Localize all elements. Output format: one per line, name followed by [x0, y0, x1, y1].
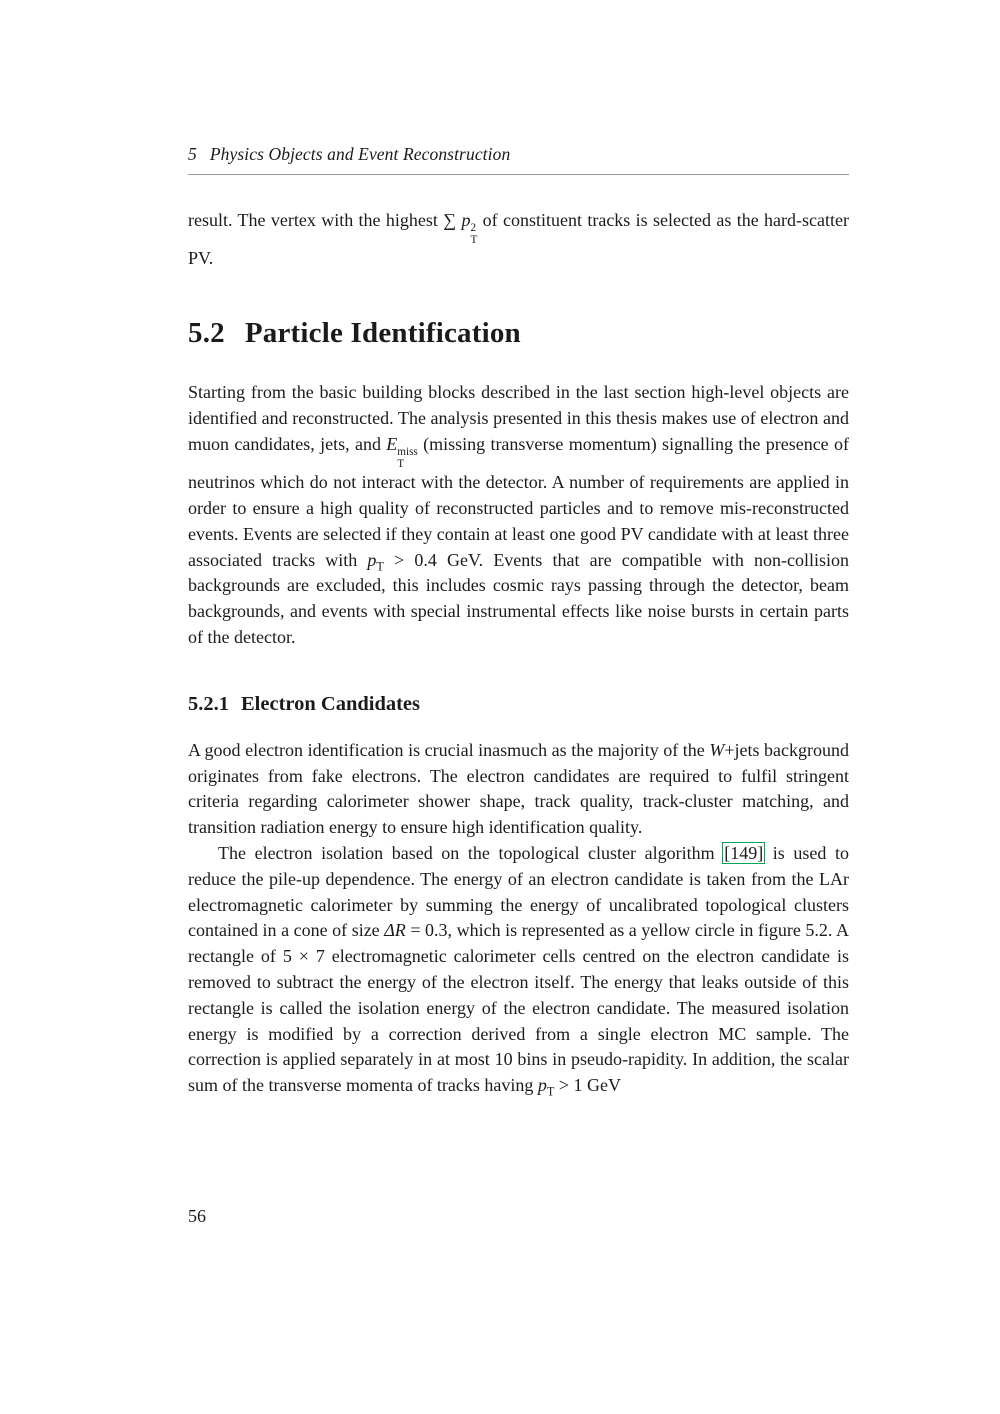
text-run: E — [386, 433, 398, 454]
text-run: ∑ — [443, 210, 457, 230]
section-title: Particle Identification — [244, 317, 521, 350]
text-run: A good electron identification is crucial inasmuch as the majority of the — [188, 739, 710, 760]
text-run: T — [546, 1084, 555, 1099]
subsection-number: 5.2.1 — [188, 692, 229, 715]
section-paragraph — [188, 380, 849, 651]
subsection-title: Electron Candidates — [241, 692, 421, 715]
text-run: > 0.4 GeV. Events that are compatible with non-collision backgrounds are excluded, this includes cosmic rays passing through the detector, beam backgrounds, and events with special instrumental effects like noise bursts in certain parts of the detector. — [188, 549, 849, 648]
intro-paragraph — [188, 208, 849, 272]
text-run: +jets background originates from fake electrons. The electron candidates are required to fulfil stringent criteria regarding calorimeter shower shape, track quality, track-cluster matching, and transition radiation energy to ensure high identification quality. — [188, 739, 849, 838]
math-subsup: miss T — [397, 445, 418, 470]
text-run: T — [376, 559, 384, 574]
text-run: result. The vertex with the highest — [188, 210, 444, 230]
text-run: p — [367, 549, 377, 570]
section-number: 5.2 — [188, 317, 225, 350]
subsection-paragraph-2 — [188, 841, 849, 1099]
text-run: = 0.3, which is represented as a yellow circle in figure 5.2. A rectangle of 5 × 7 electromagnetic calorimeter cells centred on the electron candidate is removed to subtract the energy of the electron itself. The energy that leaks outside of this rectangle is called the isolation energy of the electron candidate. The measured isolation energy is modified by a correction derived from a single electron MC sample. The correction is applied separately in at most 10 bins in pseudo-rapidity. In addition, the scalar sum of the transverse momenta of tracks having — [188, 920, 849, 1096]
text-run: Starting from the basic building blocks described in the last section high-level objects are identified and reconstructed. The analysis presented in this thesis makes use of electron and muon candidates, jets, and — [188, 382, 849, 454]
text-run: p — [461, 210, 471, 230]
running-header — [188, 144, 849, 175]
subsection-paragraph-1 — [188, 738, 849, 841]
chapter-title: Physics Objects and Event Reconstruction — [209, 144, 511, 164]
text-run: p — [537, 1075, 547, 1096]
text-run: is used to reduce the pile-up dependence. The energy of an electron candidate is taken from the LAr electromagnetic calorimeter by summing the energy of uncalibrated topological clusters contained in a cone of size — [188, 843, 849, 941]
page-number: 56 — [188, 1206, 206, 1226]
page-content — [188, 0, 849, 1099]
text-run: W — [709, 739, 725, 760]
text-run: ΔR — [384, 920, 406, 941]
text-run: (missing transverse momentum) signalling the presence of neutrinos which do not interact with the detector. A number of requirements are applied in order to ensure a high quality of reconstructed particles and to remove mis-reconstructed events. Events are selected if they contain at least one good PV candidate with at least three associated tracks with — [188, 433, 850, 570]
text-run: of constituent tracks is selected as the hard-scatter PV. — [188, 210, 849, 269]
section-heading — [188, 317, 849, 350]
math-subsup: 2 T — [470, 222, 478, 246]
text-run: > 1 GeV — [554, 1075, 622, 1096]
subsection-heading — [188, 693, 849, 716]
chapter-number: 5 — [188, 144, 197, 164]
text-run: The electron isolation based on the topological cluster algorithm — [218, 843, 724, 863]
citation-link[interactable]: [149] — [724, 843, 764, 863]
